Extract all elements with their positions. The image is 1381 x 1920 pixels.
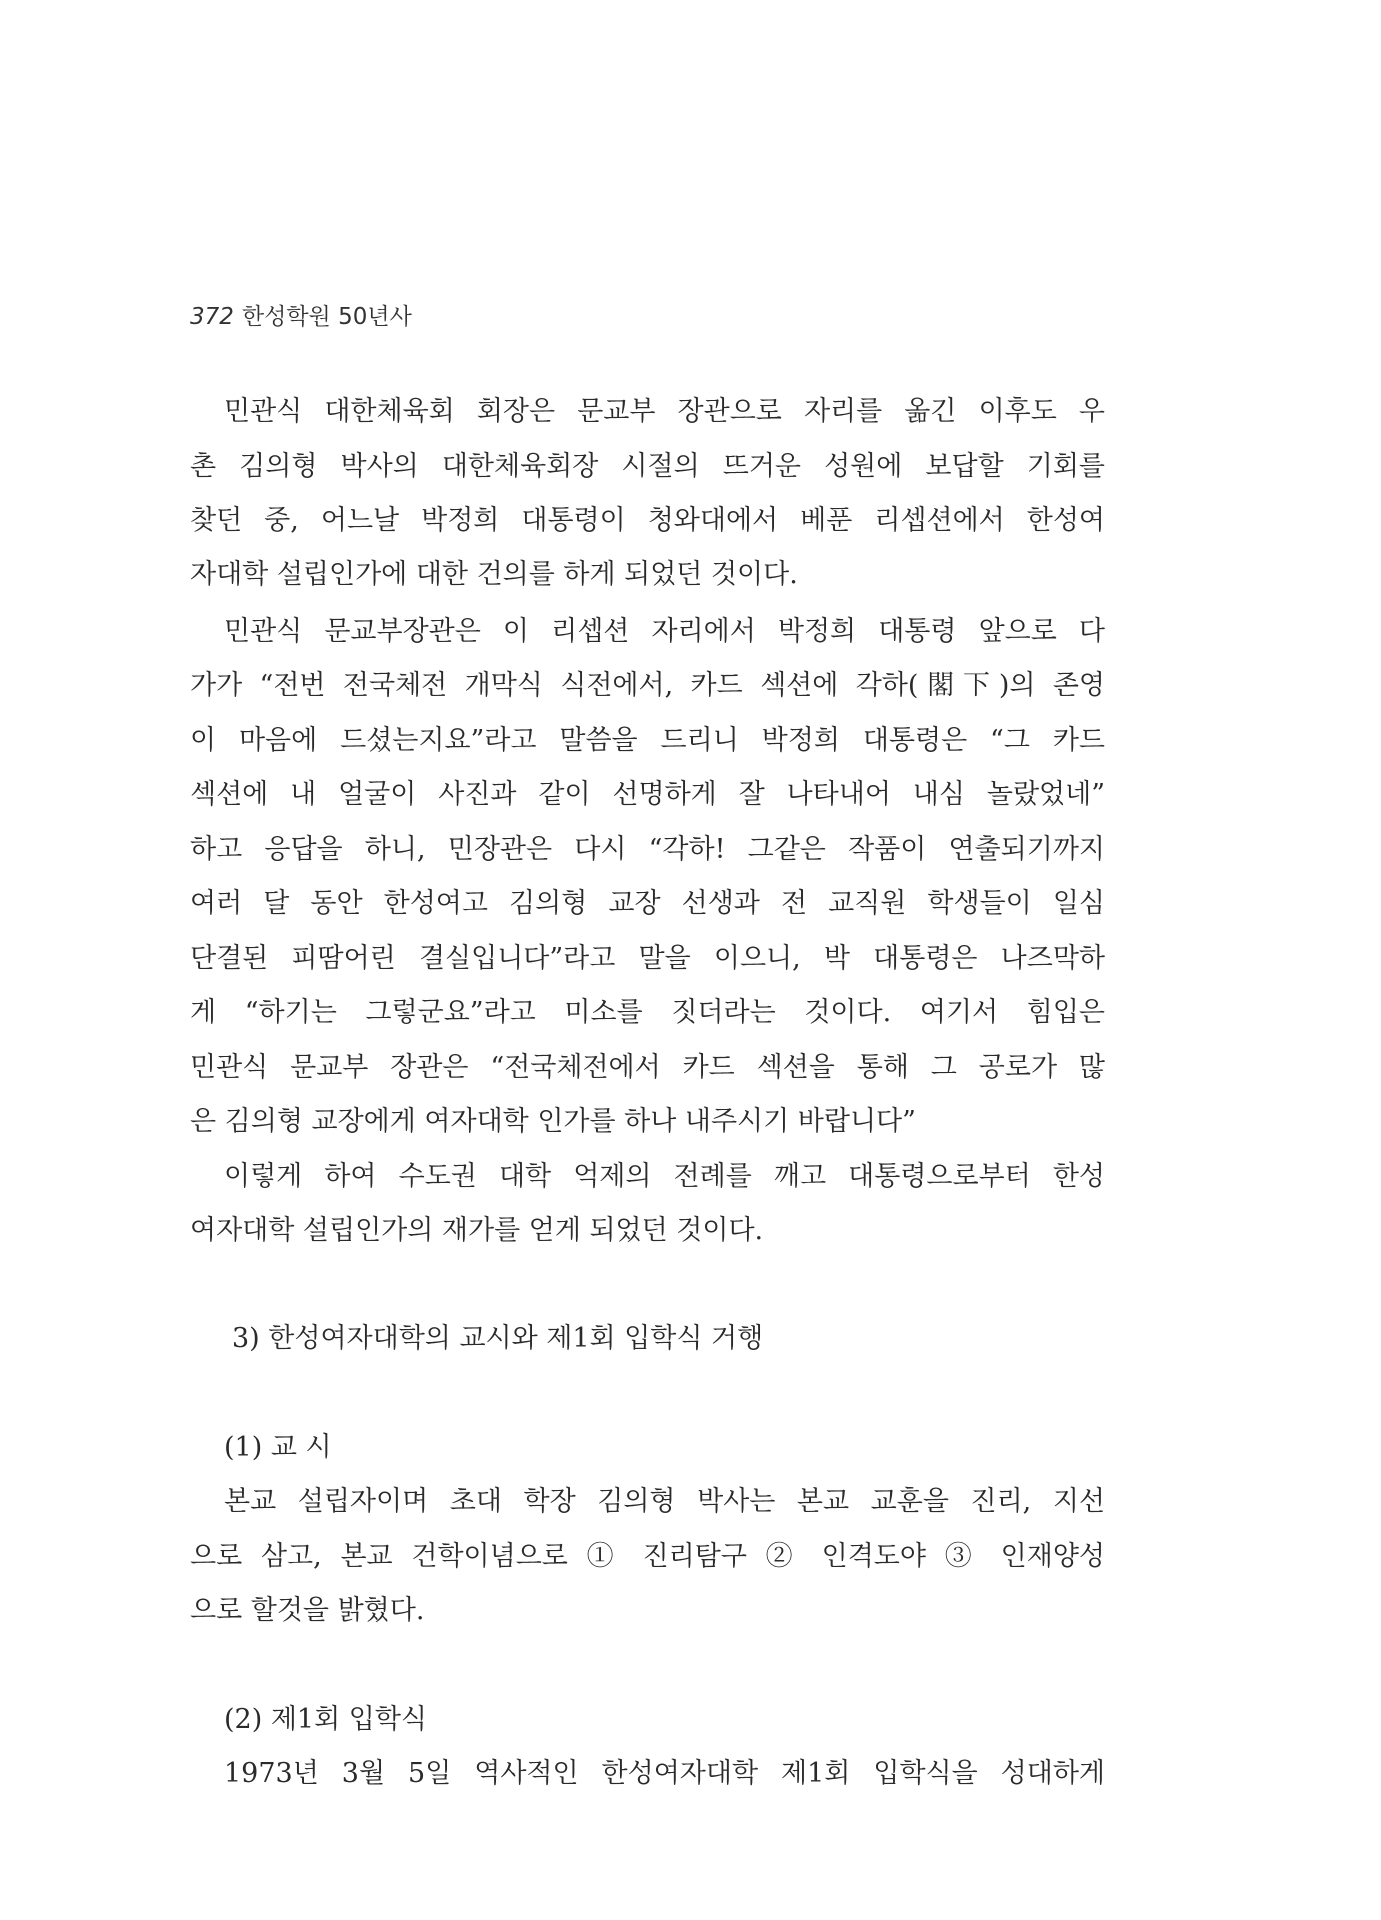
body-line: 민관식 문교부 장관은 “전국체전에서 카드 섹션을 통해 그 공로가 많: [190, 1052, 1105, 1083]
book-title: 한성학원 50년사: [241, 304, 412, 330]
body-line: 게 “하기는 그렇군요”라고 미소를 짓더라는 것이다. 여기서 힘입은: [190, 997, 1105, 1028]
body-line: 자대학 설립인가에 대한 건의를 하게 되었던 것이다.: [190, 559, 798, 590]
body-line: 은 김의형 교장에게 여자대학 인가를 하나 내주시기 바랍니다”: [190, 1106, 916, 1137]
body-line: 하고 응답을 하니, 민장관은 다시 “각하! 그같은 작품이 연출되기까지: [190, 834, 1105, 865]
running-header: [190, 298, 412, 331]
body-line: 가가 “전번 전국체전 개막식 식전에서, 카드 섹션에 각하(閣下)의 존영: [190, 670, 1105, 701]
body-line: 으로 삼고, 본교 건학이념으로 ① 진리탐구 ② 인격도야 ③ 인재양성: [190, 1541, 1105, 1572]
body-line: 단결된 피땀어린 결실입니다”라고 말을 이으니, 박 대통령은 나즈막하: [190, 943, 1105, 974]
body-line: 이렇게 하여 수도권 대학 억제의 전례를 깨고 대통령으로부터 한성: [224, 1161, 1105, 1192]
body-line: 민관식 대한체육회 회장은 문교부 장관으로 자리를 옮긴 이후도 우: [224, 396, 1105, 427]
body-line: 으로 할것을 밝혔다.: [190, 1595, 425, 1626]
subsection-heading-2: (2) 제1회 입학식: [224, 1704, 427, 1735]
page-number: 372: [190, 304, 234, 330]
body-line: 섹션에 내 얼굴이 사진과 같이 선명하게 잘 나타내어 내심 놀랐었네”: [190, 779, 1105, 810]
subsection-heading-1: (1) 교 시: [224, 1432, 332, 1463]
body-line: 1973년 3월 5일 역사적인 한성여자대학 제1회 입학식을 성대하게: [224, 1758, 1105, 1789]
section-heading: 3) 한성여자대학의 교시와 제1회 입학식 거행: [232, 1323, 764, 1354]
body-line: 본교 설립자이며 초대 학장 김의형 박사는 본교 교훈을 진리, 지선: [224, 1486, 1105, 1517]
body-line: 촌 김의형 박사의 대한체육회장 시절의 뜨거운 성원에 보답할 기회를: [190, 451, 1105, 482]
body-line: 여러 달 동안 한성여고 김의형 교장 선생과 전 교직원 학생들이 일심: [190, 888, 1105, 919]
body-line: 이 마음에 드셨는지요”라고 말씀을 드리니 박정희 대통령은 “그 카드: [190, 725, 1105, 756]
body-line: 찾던 중, 어느날 박정희 대통령이 청와대에서 베푼 리셉션에서 한성여: [190, 505, 1105, 536]
body-line: 민관식 문교부장관은 이 리셉션 자리에서 박정희 대통령 앞으로 다: [224, 616, 1105, 647]
body-line: 여자대학 설립인가의 재가를 얻게 되었던 것이다.: [190, 1215, 764, 1246]
